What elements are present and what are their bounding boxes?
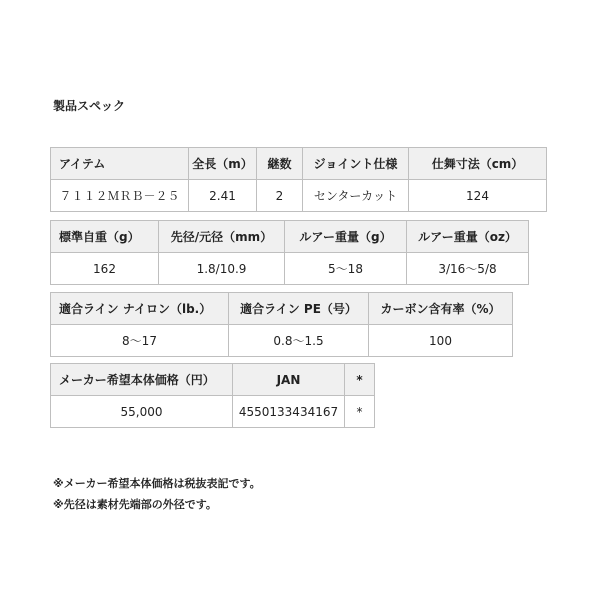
value-length: 2.41	[189, 180, 257, 212]
header-joint: ジョイント仕様	[303, 148, 409, 180]
value-jan: 4550133434167	[233, 396, 345, 428]
header-jan: JAN	[233, 364, 345, 396]
header-weight: 標準自重（g）	[51, 221, 159, 253]
note-price: ※メーカー希望本体価格は税抜表記です。	[53, 477, 261, 490]
header-length: 全長（m）	[189, 148, 257, 180]
value-lure-oz: 3/16〜5/8	[407, 253, 529, 285]
spec-table-4	[50, 363, 375, 428]
table-header-row	[51, 293, 513, 325]
value-joint: センターカット	[303, 180, 409, 212]
value-weight: 162	[51, 253, 159, 285]
page-title: 製品スペック	[53, 99, 126, 113]
value-pe-line: 0.8〜1.5	[229, 325, 369, 357]
header-carbon: カーボン含有率（%）	[369, 293, 513, 325]
header-lure-oz: ルアー重量（oz）	[407, 221, 529, 253]
table-row	[51, 325, 513, 357]
header-pe-line: 適合ライン PE（号）	[229, 293, 369, 325]
spec-table-2	[50, 220, 529, 285]
value-asterisk: *	[345, 396, 375, 428]
table-header-row	[51, 148, 547, 180]
table-header-row	[51, 221, 529, 253]
value-price: 55,000	[51, 396, 233, 428]
table-row	[51, 396, 375, 428]
header-asterisk: *	[345, 364, 375, 396]
header-lure-g: ルアー重量（g）	[285, 221, 407, 253]
value-nylon-line: 8〜17	[51, 325, 229, 357]
spec-table-1	[50, 147, 547, 212]
value-closed-length: 124	[409, 180, 547, 212]
header-tip-butt: 先径/元径（mm）	[159, 221, 285, 253]
value-carbon: 100	[369, 325, 513, 357]
header-pieces: 継数	[257, 148, 303, 180]
value-tip-butt: 1.8/10.9	[159, 253, 285, 285]
value-item: ７１１２ＭＲＢ－２５	[51, 180, 189, 212]
header-nylon-line: 適合ライン ナイロン（lb.）	[51, 293, 229, 325]
value-pieces: 2	[257, 180, 303, 212]
header-price: メーカー希望本体価格（円）	[51, 364, 233, 396]
header-item: アイテム	[51, 148, 189, 180]
table-row	[51, 180, 547, 212]
header-closed-length: 仕舞寸法（cm）	[409, 148, 547, 180]
table-row	[51, 253, 529, 285]
note-tip-diameter: ※先径は素材先端部の外径です。	[53, 498, 217, 511]
spec-table-3	[50, 292, 513, 357]
value-lure-g: 5〜18	[285, 253, 407, 285]
table-header-row	[51, 364, 375, 396]
